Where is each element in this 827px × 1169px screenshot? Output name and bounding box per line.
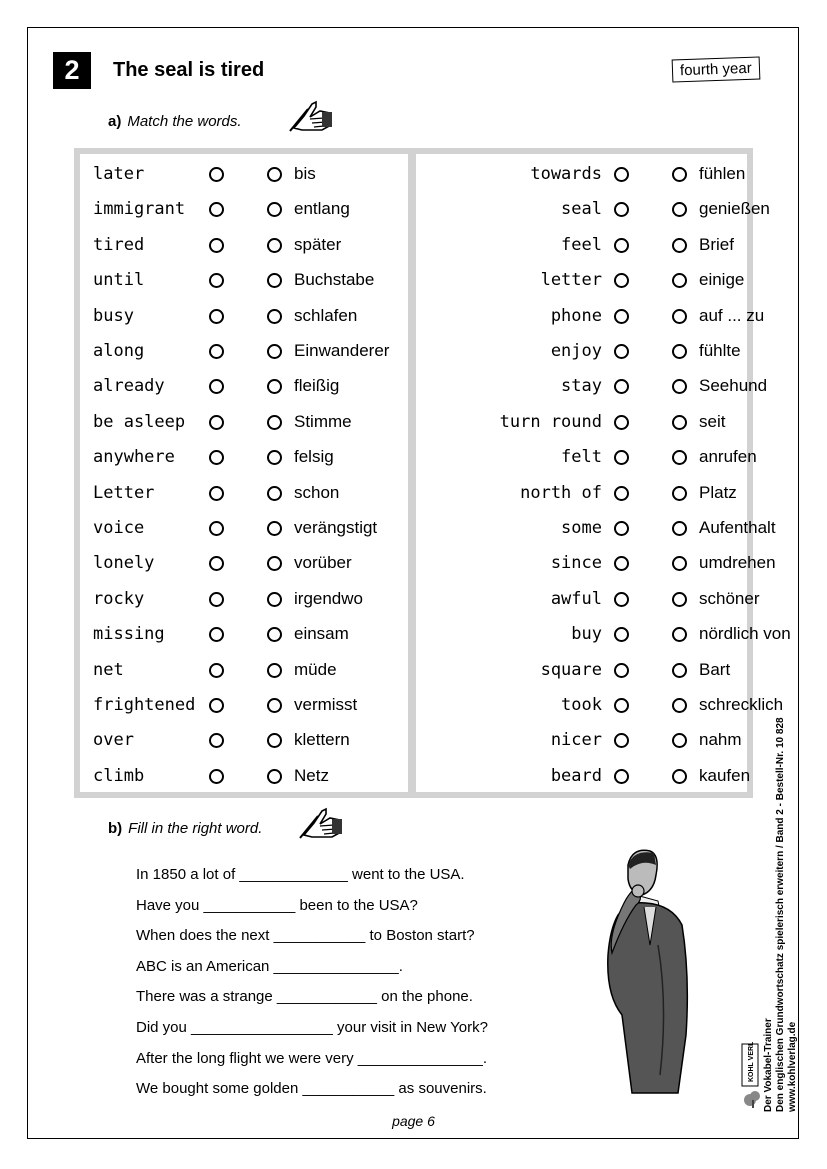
match-circle-english[interactable] — [209, 167, 224, 182]
match-circle-german[interactable] — [672, 309, 687, 324]
german-word: bis — [294, 164, 316, 183]
english-word: busy — [93, 305, 134, 326]
english-word: towards — [530, 164, 602, 184]
match-circle-german[interactable] — [267, 450, 282, 465]
left-row — [80, 374, 408, 409]
english-word: phone — [550, 305, 602, 326]
match-circle-german[interactable] — [672, 733, 687, 748]
match-circle-english[interactable] — [209, 663, 224, 678]
fill-in-sentence: When does the next ___________ to Boston start? — [136, 927, 475, 945]
english-word: seal — [561, 199, 602, 220]
match-circle-english[interactable] — [209, 769, 224, 784]
match-circle-english[interactable] — [614, 238, 629, 253]
english-word: north of — [520, 482, 602, 503]
german-word: schlafen — [294, 305, 358, 325]
german-word: vermisst — [294, 695, 358, 714]
match-circle-german[interactable] — [267, 592, 282, 607]
german-word: Seehund — [699, 376, 768, 396]
match-circle-german[interactable] — [672, 769, 687, 784]
german-word: irgendwo — [294, 588, 363, 608]
german-word: Platz — [699, 482, 737, 502]
match-circle-english[interactable] — [614, 167, 629, 182]
match-circle-english[interactable] — [614, 556, 629, 571]
english-word: missing — [93, 624, 165, 645]
side-imprint-url: www.kohlverlag.de — [787, 1021, 798, 1112]
fill-in-sentence: Have you ___________ been to the USA? — [136, 896, 418, 914]
match-circle-english[interactable] — [614, 309, 629, 324]
english-word: enjoy — [550, 341, 602, 361]
match-circle-english[interactable] — [614, 769, 629, 784]
left-row — [80, 162, 408, 197]
match-circle-german[interactable] — [672, 273, 687, 288]
match-circle-english[interactable] — [209, 202, 224, 217]
match-circle-english[interactable] — [209, 379, 224, 394]
german-word: fleißig — [294, 376, 340, 396]
fill-in-sentence: In 1850 a lot of _____________ went to the USA. — [136, 866, 465, 883]
match-circle-english[interactable] — [614, 415, 629, 430]
publisher-logo — [740, 1042, 764, 1108]
publisher-logo-text: KOHL VERLAG — [748, 1042, 755, 1082]
match-circle-english[interactable] — [209, 521, 224, 536]
left-row — [80, 693, 408, 728]
match-circle-english[interactable] — [209, 344, 224, 359]
german-word: nördlich von — [699, 624, 791, 644]
english-word: stay — [561, 376, 602, 397]
right-row — [416, 728, 747, 763]
german-word: Buchstabe — [294, 270, 375, 290]
match-circle-german[interactable] — [267, 415, 282, 430]
match-circle-german[interactable] — [672, 521, 687, 536]
english-word: be asleep — [93, 411, 186, 432]
page-number: page 6 — [392, 1113, 435, 1129]
match-circle-german[interactable] — [672, 415, 687, 430]
english-word: along — [93, 341, 145, 361]
german-word: Netz — [294, 765, 329, 785]
english-word: net — [93, 659, 124, 680]
side-imprint — [763, 717, 799, 1112]
english-word: turn round — [499, 411, 602, 432]
english-word: Letter — [93, 482, 155, 503]
german-word: kaufen — [699, 765, 751, 785]
match-circle-german[interactable] — [672, 167, 687, 182]
writing-hand-icon — [288, 99, 334, 133]
match-circle-german[interactable] — [267, 202, 282, 217]
left-row — [80, 728, 408, 763]
german-word: felsig — [294, 447, 334, 467]
german-word: klettern — [294, 730, 350, 750]
english-word: immigrant — [93, 199, 186, 220]
match-circle-english[interactable] — [209, 450, 224, 465]
exercise-number: 2 — [53, 52, 91, 89]
left-row — [80, 587, 408, 622]
match-circle-english[interactable] — [614, 379, 629, 394]
match-circle-english[interactable] — [209, 309, 224, 324]
right-row — [416, 268, 747, 303]
german-word: entlang — [294, 199, 350, 219]
match-circle-german[interactable] — [672, 627, 687, 642]
matching-panel-left — [80, 154, 408, 792]
left-row — [80, 622, 408, 657]
german-word: einige — [699, 270, 745, 290]
english-word: nicer — [550, 730, 602, 751]
match-circle-german[interactable] — [672, 663, 687, 678]
left-row — [80, 764, 408, 799]
german-word: Aufenthalt — [699, 518, 776, 537]
page-title: The seal is tired — [113, 59, 265, 81]
english-word: felt — [561, 447, 602, 468]
match-circle-english[interactable] — [209, 556, 224, 571]
matching-table — [74, 148, 791, 798]
match-circle-german[interactable] — [672, 556, 687, 571]
right-row — [416, 481, 747, 516]
thinking-man-illustration — [598, 845, 694, 1097]
german-word: schon — [294, 482, 340, 502]
match-circle-english[interactable] — [209, 733, 224, 748]
fill-in-sentence: After the long flight we were very _______________. — [136, 1049, 488, 1067]
match-circle-german[interactable] — [267, 627, 282, 642]
left-row — [80, 304, 408, 339]
english-word: lonely — [93, 553, 155, 574]
match-circle-english[interactable] — [614, 450, 629, 465]
right-row — [416, 197, 770, 232]
match-circle-german[interactable] — [267, 698, 282, 713]
match-circle-german[interactable] — [672, 486, 687, 501]
match-circle-english[interactable] — [614, 486, 629, 501]
match-circle-german[interactable] — [672, 202, 687, 217]
match-circle-english[interactable] — [614, 627, 629, 642]
right-row — [416, 551, 776, 586]
right-row — [416, 233, 747, 268]
german-word: Brief — [699, 234, 734, 254]
match-circle-english[interactable] — [614, 202, 629, 217]
english-word: buy — [571, 624, 602, 645]
right-row — [416, 304, 765, 339]
english-word: tired — [93, 234, 145, 255]
english-word: beard — [550, 765, 602, 786]
english-word: frightened — [93, 695, 196, 715]
match-circle-english[interactable] — [614, 521, 629, 536]
left-row — [80, 197, 408, 232]
fill-in-sentence: We bought some golden ___________ as souvenirs. — [136, 1080, 487, 1098]
task-a-instruction: Match the words. — [127, 113, 242, 130]
fill-in-sentence: There was a strange ____________ on the phone. — [136, 988, 473, 1006]
match-circle-german[interactable] — [672, 379, 687, 394]
match-circle-german[interactable] — [267, 769, 282, 784]
match-circle-english[interactable] — [209, 698, 224, 713]
english-word: later — [93, 164, 145, 184]
english-word: climb — [93, 765, 145, 786]
match-circle-german[interactable] — [267, 486, 282, 501]
english-word: letter — [540, 270, 602, 291]
german-word: einsam — [294, 624, 349, 644]
german-word: verängstigt — [294, 518, 378, 537]
german-word: umdrehen — [699, 553, 776, 573]
fill-in-sentence: Did you _________________ your visit in New York? — [136, 1019, 488, 1036]
english-word: since — [550, 553, 602, 574]
german-word: schrecklich — [699, 695, 784, 714]
match-circle-german[interactable] — [267, 167, 282, 182]
match-circle-german[interactable] — [267, 238, 282, 253]
side-imprint-title: Der Vokabel-Trainer — [763, 1018, 774, 1112]
german-word: schöner — [699, 588, 760, 608]
english-word: until — [93, 270, 145, 291]
task-b-heading — [108, 820, 262, 837]
year-badge: fourth year — [672, 56, 760, 82]
task-a-heading — [108, 113, 242, 130]
german-word: vorüber — [294, 553, 352, 573]
fill-in-sentence: ABC is an American _______________. — [136, 957, 403, 975]
english-word: took — [561, 695, 602, 715]
left-row — [80, 481, 408, 516]
match-circle-english[interactable] — [209, 486, 224, 501]
match-circle-english[interactable] — [209, 273, 224, 288]
match-circle-german[interactable] — [267, 556, 282, 571]
match-circle-english[interactable] — [614, 592, 629, 607]
left-row — [80, 658, 408, 693]
right-row — [416, 516, 776, 551]
german-word: nahm — [699, 730, 742, 750]
german-word: fühlte — [699, 341, 741, 360]
right-row — [416, 162, 747, 197]
english-word: anywhere — [93, 447, 175, 468]
german-word: später — [294, 234, 342, 254]
english-word: voice — [93, 518, 145, 538]
match-circle-german[interactable] — [267, 663, 282, 678]
english-word: rocky — [93, 588, 145, 609]
match-circle-english[interactable] — [209, 592, 224, 607]
german-word: Stimme — [294, 411, 352, 431]
english-word: square — [540, 659, 602, 680]
match-circle-german[interactable] — [672, 238, 687, 253]
match-circle-english[interactable] — [209, 415, 224, 430]
german-word: genießen — [699, 199, 770, 219]
side-imprint-subtitle: Den englischen Grundwortschatz spielerisch erweitern / Band 2 - Bestell-Nr. 10 828 — [775, 717, 786, 1112]
match-circle-german[interactable] — [267, 344, 282, 359]
right-row — [416, 445, 757, 480]
right-row — [416, 339, 747, 374]
english-word: over — [93, 730, 134, 751]
german-word: müde — [294, 659, 337, 679]
left-row — [80, 410, 408, 445]
german-word: fühlen — [699, 164, 746, 183]
match-circle-german[interactable] — [267, 309, 282, 324]
right-row — [416, 764, 751, 799]
english-word: some — [561, 518, 602, 538]
match-circle-english[interactable] — [614, 663, 629, 678]
english-word: awful — [550, 588, 602, 609]
german-word: Einwanderer — [294, 341, 390, 360]
left-row — [80, 339, 408, 374]
task-b-letter: b) — [108, 820, 123, 837]
right-row — [416, 658, 747, 693]
right-row — [416, 693, 784, 728]
match-circle-english[interactable] — [209, 627, 224, 642]
german-word: anrufen — [699, 447, 757, 467]
match-circle-german[interactable] — [672, 592, 687, 607]
match-circle-german[interactable] — [672, 698, 687, 713]
match-circle-english[interactable] — [209, 238, 224, 253]
match-circle-english[interactable] — [614, 698, 629, 713]
left-row — [80, 551, 408, 586]
left-row — [80, 445, 408, 480]
match-circle-german[interactable] — [267, 521, 282, 536]
match-circle-german[interactable] — [267, 379, 282, 394]
english-word: already — [93, 376, 165, 397]
right-row — [416, 374, 768, 409]
matching-panel-right — [416, 154, 791, 792]
left-row — [80, 268, 408, 303]
german-word: Bart — [699, 659, 731, 679]
match-circle-german[interactable] — [267, 733, 282, 748]
writing-hand-icon — [298, 806, 344, 840]
match-circle-german[interactable] — [267, 273, 282, 288]
german-word: seit — [699, 411, 726, 431]
right-row — [416, 410, 747, 445]
match-circle-german[interactable] — [672, 344, 687, 359]
german-word: auf ... zu — [699, 305, 765, 325]
left-row — [80, 233, 408, 268]
task-b-instruction: Fill in the right word. — [128, 820, 263, 837]
match-circle-english[interactable] — [614, 344, 629, 359]
match-circle-german[interactable] — [672, 450, 687, 465]
right-row — [416, 622, 791, 657]
left-row — [80, 516, 408, 551]
english-word: feel — [561, 234, 602, 255]
match-circle-english[interactable] — [614, 273, 629, 288]
match-circle-english[interactable] — [614, 733, 629, 748]
task-a-letter: a) — [108, 113, 122, 130]
right-row — [416, 587, 760, 622]
